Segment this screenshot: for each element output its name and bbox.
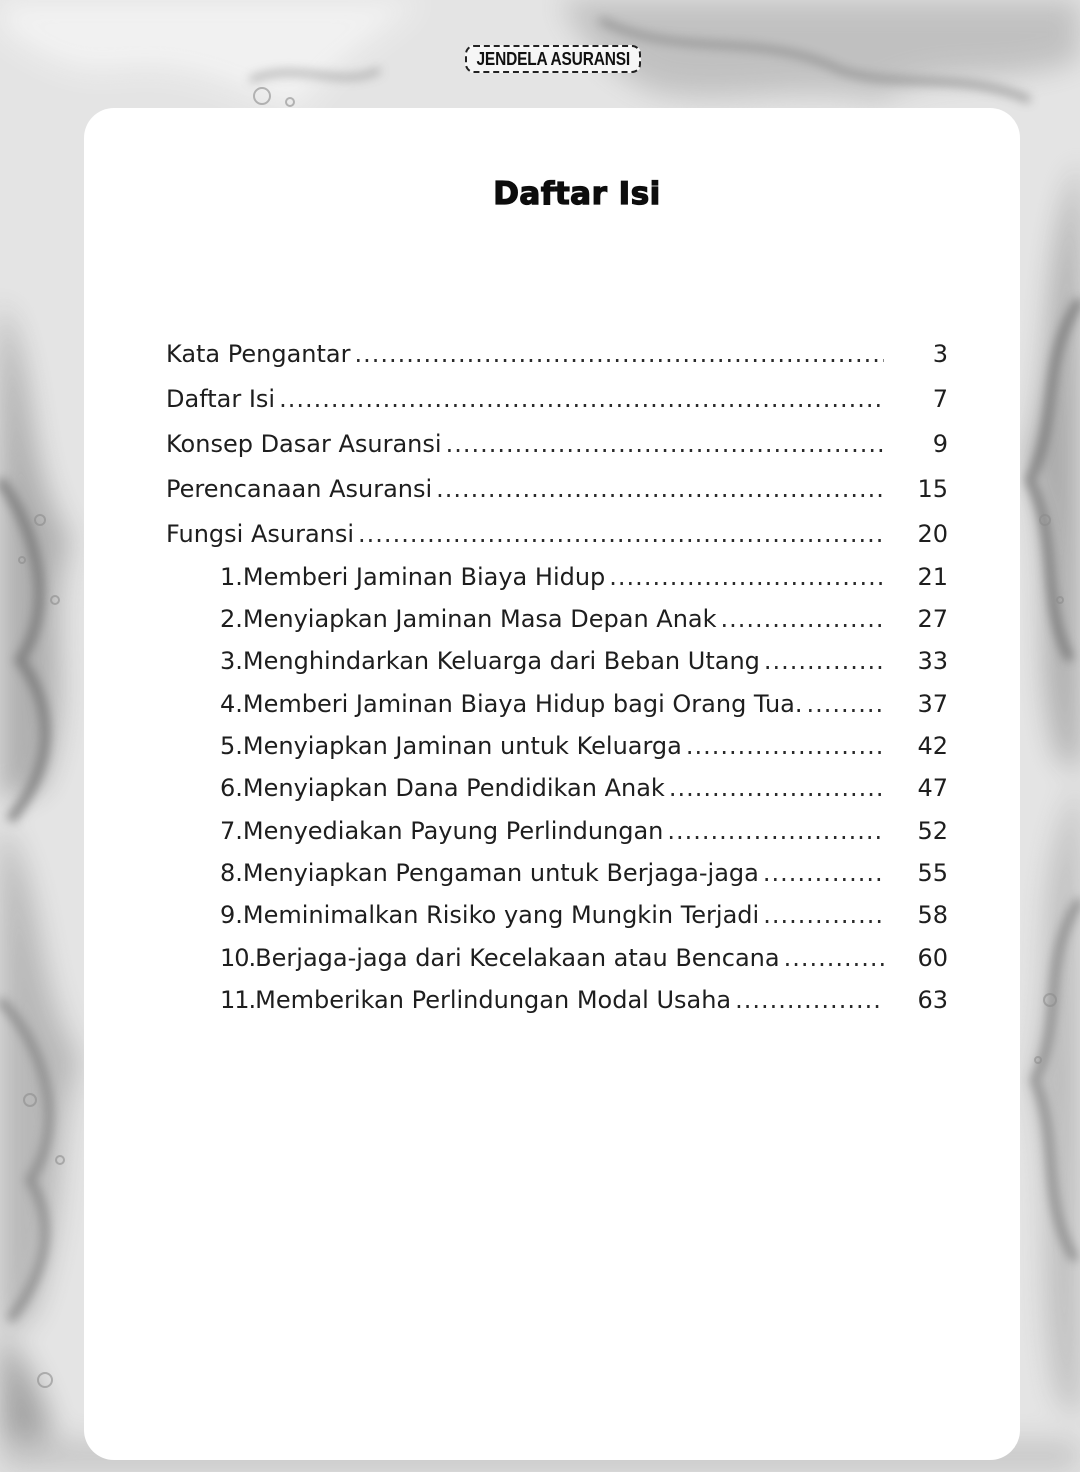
dot-leader [446,426,884,462]
toc-entry[interactable] [166,381,888,417]
toc-sub-entry-page: 60 [917,944,948,972]
toc-sub-entry-page: 42 [917,732,948,760]
toc-sub-entry-page: 27 [917,605,948,633]
dot-leader [784,940,884,976]
toc-sub-entry-number: 8. [220,859,243,887]
dot-leader [686,728,884,764]
running-header-badge [465,45,641,73]
dot-leader [764,643,884,679]
toc-sub-entry-label: Menyiapkan Jaminan Masa Depan Anak [242,605,717,633]
toc-sub-entry-label: Memberi Jaminan Biaya Hidup [242,563,606,591]
toc-entry-label: Daftar Isi [166,385,276,413]
toc-sub-entry-number: 3. [220,647,243,675]
toc-entry-label: Konsep Dasar Asuransi [166,430,442,458]
toc-sub-entry-page: 58 [917,901,948,929]
toc-sub-entry-page: 33 [917,647,948,675]
toc-sub-entry[interactable] [220,559,888,595]
toc-sub-entry[interactable] [220,982,888,1018]
toc-sub-entry-number: 10. [220,944,256,972]
toc-entry-label: Kata Pengantar [166,340,351,368]
toc-entry-page: 15 [917,475,948,503]
dot-leader [667,813,884,849]
toc-sub-entry-page: 21 [917,563,948,591]
toc-entry-page: 7 [932,385,948,413]
toc-sub-entry-page: 63 [917,986,948,1014]
dot-leader [735,982,884,1018]
toc-sub-entry-label: Meminimalkan Risiko yang Mungkin Terjadi [242,901,760,929]
toc-sub-entry-page: 55 [917,859,948,887]
toc-sub-entry-page: 47 [917,774,948,802]
toc-sub-entry-label: Menyediakan Payung Perlindungan [242,817,664,845]
toc-sub-entry[interactable] [220,855,888,891]
dot-leader [763,897,884,933]
toc-sub-entry[interactable] [220,643,888,679]
toc-entry-page: 9 [932,430,948,458]
toc-sub-entry-number: 6. [220,774,243,802]
dot-leader [436,471,884,507]
dot-leader [669,770,884,806]
toc-sub-entry-number: 1. [220,563,243,591]
toc-sub-entry-label: Menyiapkan Pengaman untuk Berjaga-jaga [242,859,759,887]
toc-sub-entry[interactable] [220,601,888,637]
toc-entry[interactable] [166,516,888,552]
toc-sub-entry-number: 5. [220,732,243,760]
toc-entry-label: Perencanaan Asuransi [166,475,433,503]
dot-leader [358,516,884,552]
toc-sub-entry-page: 37 [917,690,948,718]
dot-leader [279,381,884,417]
toc-sub-entry-page: 52 [917,817,948,845]
toc-sub-entry-label: Memberi Jaminan Biaya Hidup bagi Orang Tua. [242,690,803,718]
toc-sub-entry[interactable] [220,728,888,764]
page-title: Daftar Isi [493,176,661,212]
toc-sub-entry-number: 2. [220,605,243,633]
dot-leader [763,855,884,891]
toc-entry[interactable] [166,471,888,507]
toc-sub-entry-number: 11. [220,986,256,1014]
toc-entry[interactable] [166,426,888,462]
dot-leader [355,336,885,372]
toc-sub-entry-label: Menghindarkan Keluarga dari Beban Utang [242,647,760,675]
toc-sub-entry[interactable] [220,940,888,976]
toc-sub-entry-number: 7. [220,817,243,845]
running-header-title: JENDELA ASURANSI [476,48,630,69]
toc-sub-entry-label: Menyiapkan Jaminan untuk Keluarga [242,732,682,760]
toc-sub-entry-label: Menyiapkan Dana Pendidikan Anak [242,774,665,802]
dot-leader [721,601,884,637]
toc-sub-entry-number: 4. [220,690,243,718]
dot-leader [807,686,885,722]
toc-entry[interactable] [166,336,888,372]
toc-entry-label: Fungsi Asuransi [166,520,355,548]
toc-sub-entry[interactable] [220,897,888,933]
toc-sub-entry-label: Berjaga-jaga dari Kecelakaan atau Bencana [255,944,780,972]
toc-sub-entry[interactable] [220,770,888,806]
toc-sub-entry[interactable] [220,686,888,722]
dot-leader [609,559,884,595]
toc-entry-page: 20 [917,520,948,548]
toc-sub-entry[interactable] [220,813,888,849]
toc-entry-page: 3 [932,340,948,368]
toc-sub-entry-number: 9. [220,901,243,929]
toc-sub-entry-label: Memberikan Perlindungan Modal Usaha [255,986,732,1014]
